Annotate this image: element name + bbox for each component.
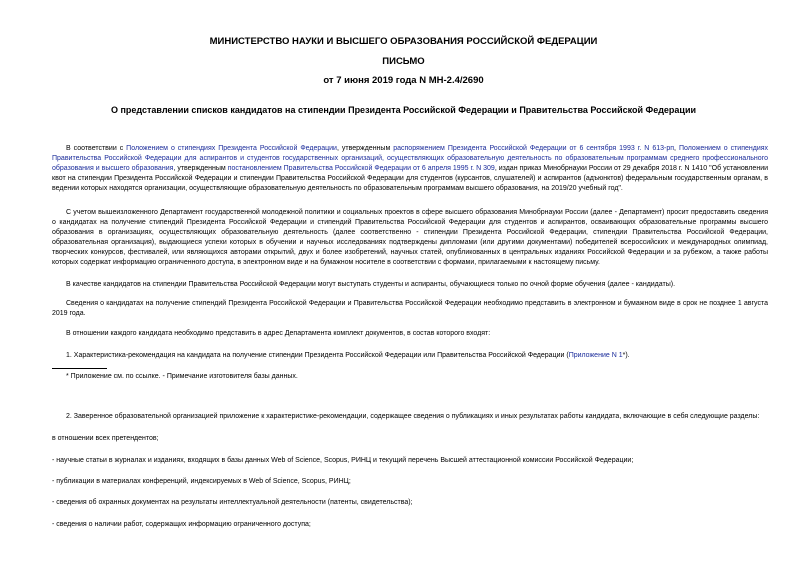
document-subject: О представлении списков кандидатов на стипендии Президента Российской Федерации и Правительства Российской Федерации [110,105,697,115]
footnote-divider [52,368,107,369]
p6-text: 1. Характеристика-рекомендация на кандидата на получение стипендии Президента Российской Федерации или Правительства Российской Федерации ( [66,352,569,359]
paragraph-3: В качестве кандидатов на стипендии Правительства Российской Федерации могут выступать студенты и аспиранты, обучающиеся только по очной форме обучения (далее - кандидаты). [66,281,676,288]
link-government-scholarship-regulation[interactable]: Положением о стипендиях Правительства Российской Федерации для аспирантов и студентов государственных организаций, осуществляющих образовательную деятельность по образовательным программам среднего профессионального образования и высшего образования [52,145,769,172]
p1-text-1: В соответствии с [66,145,127,152]
link-government-resolution-309[interactable]: постановлением Правительства Российской Федерации от 6 апреля 1995 г. N 309 [227,165,495,172]
p6-suffix: *). [622,352,630,359]
bullet-patents: - сведения об охранных документах на результаты интеллектуальной деятельности (патенты, свидетельства); [52,499,413,506]
p1-text-5: , издан приказ Минобрнауки России от 29 декабря 2018 г. N 1410 "Об установлении квот на стипендии Президента Российской Федерации и стипендии Правительства Российской Федерации для студентов (курсантов, слушателей) и аспирантов (адъюнктов) федеральным государственным органам, в ведении которых находятся организации, осуществляющие образовательную деятельность по образовательным программам высшего образования, на 2019/20 учебный год". [52,165,769,192]
p1-text-3: , [674,145,679,152]
link-appendix-1[interactable]: Приложение N 1 [568,352,623,359]
paragraph-2: С учетом вышеизложенного Департамент государственной молодежной политики и социальных проектов в сфере высшего образования Минобрнауки России (далее - Департамент) просит предоставить сведения о кандидатах на получение стипендий Президента Российской Федерации и стипендий Правительства Российской Федерации для студентов и аспирантов, осваивающих образовательные программы высшего образования в организациях, осуществляющих образовательную деятельность (далее соответственно - стипендии Президента Российской Федерации, стипендии Правительства Российской Федерации, образовательная организация), выдающиеся успехи которых в обучении и научных исследованиях подтверждены дипломами (или другими документами) победителей всероссийских и международных олимпиад, творческих конкурсов, фестивалей, или являющихся авторами открытий, двух и более изобретений, научных статей, опубликованных в центральных изданиях Российской Федерации и за рубежом, а также работы которых содержат информацию ограниченного доступа, в электронном виде и на бумажном носителе в соответствии с формами, прилагаемыми к настоящему письму. [52,209,768,266]
link-president-order-613[interactable]: распоряжением Президента Российской Федерации от 6 сентября 1993 г. N 613-рп [393,145,675,152]
paragraph-1 [52,144,768,194]
paragraph-6 [66,351,630,361]
bullet-journal-articles: - научные статьи в журналах и изданиях, входящих в базы данных Web of Science, Scopus, РИНЦ и текущий перечень Высшей аттестационной комиссии Российской Федерации; [52,457,634,464]
bullet-conference-publications: - публикации в материалах конференций, индексируемых в Web of Science, Scopus, РИНЦ; [52,478,351,485]
ministry-heading: МИНИСТЕРСТВО НАУКИ И ВЫСШЕГО ОБРАЗОВАНИЯ РОССИЙСКОЙ ФЕДЕРАЦИИ [209,36,598,47]
document-date-number: от 7 июня 2019 года N МН-2.4/2690 [323,75,484,86]
p1-text-4: , утвержденным [173,165,228,172]
bullet-restricted-works: - сведения о наличии работ, содержащих информацию ограниченного доступа; [52,521,311,528]
p1-text-2: , утвержденным [336,145,394,152]
paragraph-5: В отношении каждого кандидата необходимо представить в адрес Департамента комплект документов, в состав которого входят: [66,330,491,337]
link-president-scholarship-regulation[interactable]: Положением о стипендиях Президента Российской Федерации [126,145,337,152]
document-type: ПИСЬМО [382,56,425,67]
paragraph-7: 2. Заверенное образовательной организацией приложение к характеристике-рекомендации, содержащее сведения о публикациях и иных результатах работы кандидата, включающие в себя следующие разделы: [66,413,760,420]
paragraph-4: Сведения о кандидатах на получение стипендий Президента Российской Федерации и Правительства Российской Федерации необходимо представить в электронном и бумажном виде в срок не позднее 1 августа 2019 года. [52,300,768,317]
paragraph-8: в отношении всех претендентов; [52,435,159,442]
footnote: * Приложение см. по ссылке. - Примечание изготовителя базы данных. [66,373,298,380]
